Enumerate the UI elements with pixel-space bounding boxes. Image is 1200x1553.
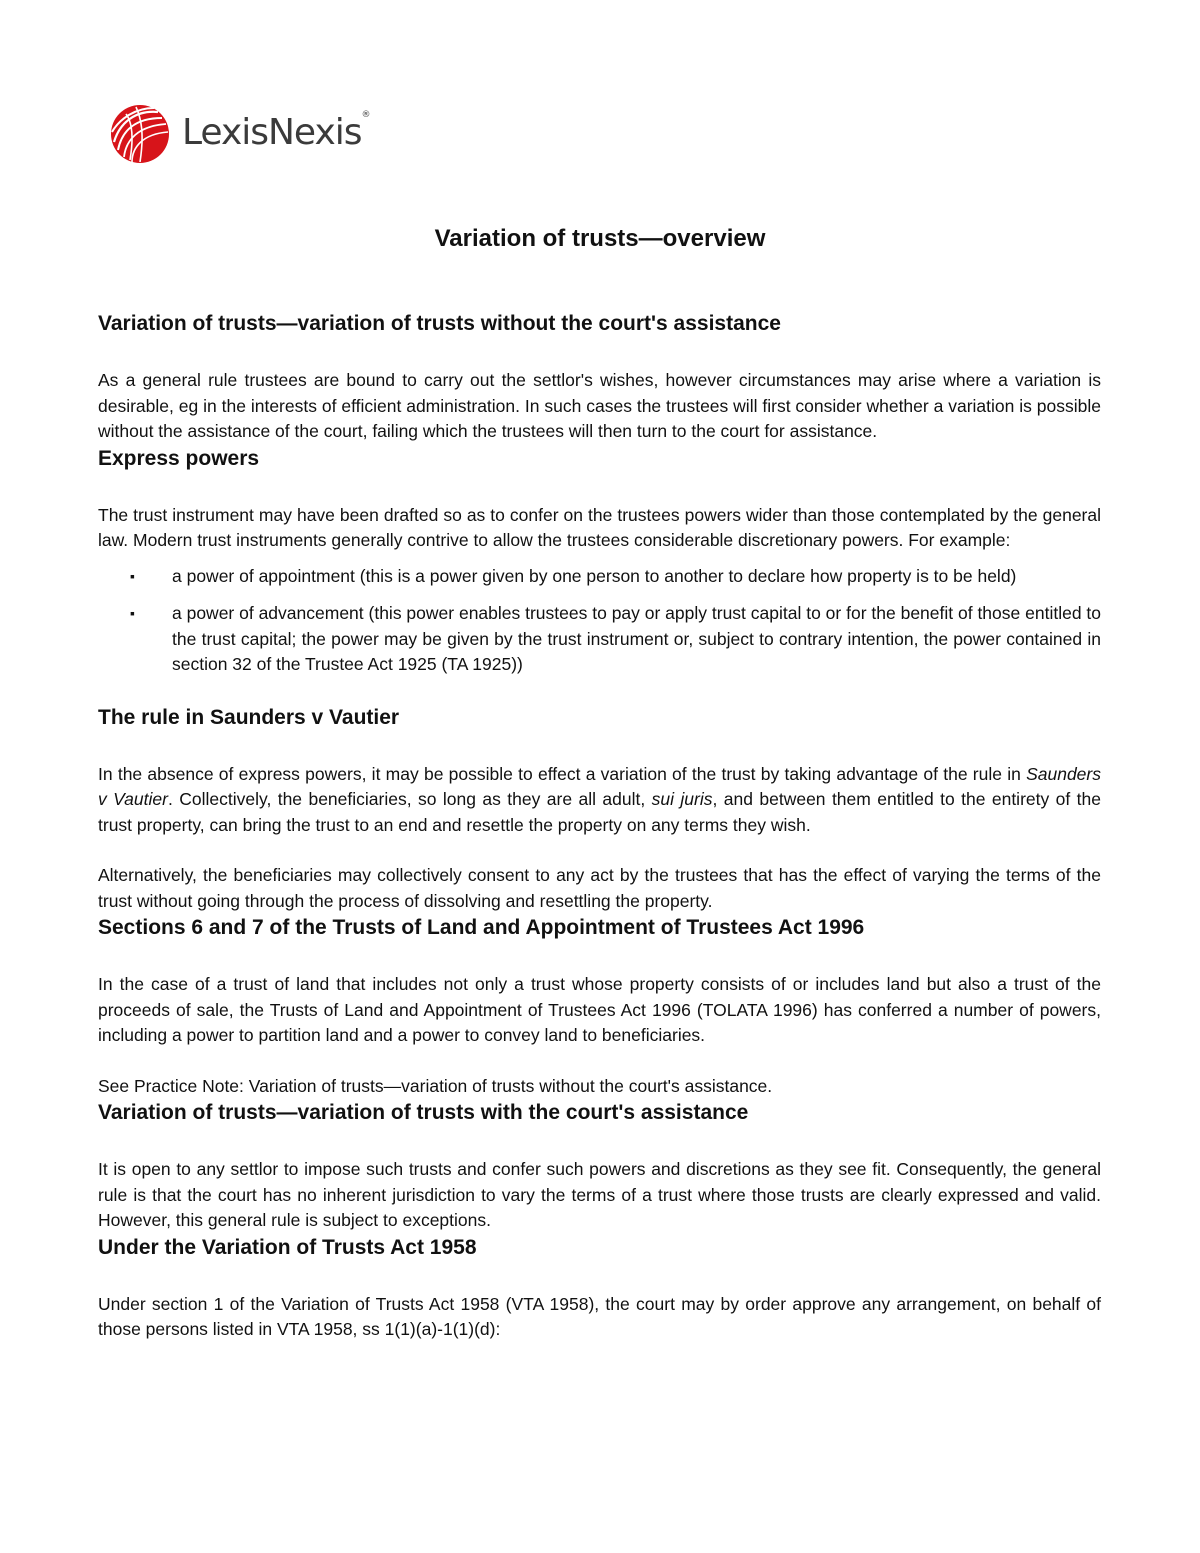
list-item: ▪ a power of appointment (this is a power given by one person to another to declare how property is to be held) [98, 564, 1101, 590]
latin-term: sui juris [651, 789, 713, 809]
paragraph: In the absence of express powers, it may be possible to effect a variation of the trust by taking advantage of the rule in Saunders v Vautier. Collectively, the beneficiaries, so long as they are all adult, sui juris, and between them entitled to the entirety of the trust property, can bring the trust to an end and resettle the property on any terms they wish. [98, 763, 1101, 835]
paragraph: Alternatively, the beneficiaries may collectively consent to any act by the trustees that has the effect of varying the terms of the trust without going through the process of dissolving and resettling the property. [98, 865, 1101, 911]
case-name: Saunders v Vautier [98, 763, 1101, 809]
bullet-list [98, 564, 1101, 678]
section-heading: Variation of trusts—variation of trusts with the court's assistance [98, 1101, 749, 1124]
page-title: Variation of trusts—overview [434, 225, 766, 252]
bullet-icon: ▪ [130, 567, 135, 584]
section-heading: Sections 6 and 7 of the Trusts of Land and Appointment of Trustees Act 1996 [98, 916, 865, 939]
brand-name: LexisNexis® [182, 109, 371, 153]
section-heading: The rule in Saunders v Vautier [98, 705, 400, 729]
bullet-icon: ▪ [130, 605, 135, 621]
paragraph: In the case of a trust of land that includes not only a trust whose property consists of or includes land but also a trust of the proceeds of sale, the Trusts of Land and Appointment of Trustees Act 1996 (TOLATA 1996) has conferred a number of powers, including a power to partition land and a power to convey land to beneficiaries. [98, 974, 1101, 1045]
document-body [98, 310, 1101, 1343]
lexisnexis-logo [106, 102, 371, 166]
practice-note-reference: See Practice Note: Variation of trusts—variation of trusts without the court's assistance. [98, 1075, 773, 1096]
section-heading: Variation of trusts—variation of trusts without the court's assistance [98, 312, 781, 335]
paragraph: It is open to any settlor to impose such trusts and confer such powers and discretions as they see fit. Consequently, the general rule is that the court has no inherent jurisdiction to vary the terms of a trust where those trusts are clearly expressed and valid. However, this general rule is subject to exceptions. [98, 1159, 1101, 1230]
paragraph: The trust instrument may have been drafted so as to confer on the trustees powers wider than those contemplated by the general law. Modern trust instruments generally contrive to allow the trustees considerable discretionary powers. For example: [98, 504, 1101, 550]
paragraph: As a general rule trustees are bound to carry out the settlor's wishes, however circumstances may arise where a variation is desirable, eg in the interests of efficient administration. In such cases the trustees will first consider whether a variation is possible without the assistance of the court, failing which the trustees will then turn to the court for assistance. [98, 370, 1101, 441]
section-heading: Under the Variation of Trusts Act 1958 [98, 1235, 477, 1259]
section-heading: Express powers [98, 446, 260, 470]
lexisnexis-globe-icon [106, 102, 170, 166]
list-item: ▪ a power of advancement (this power enables trustees to pay or apply trust capital to or for the benefit of those entitled to the trust capital; the power may be given by the trust instrument or, subject to contrary intention, the power contained in section 32 of the Trustee Act 1925 (TA 1925)) [130, 603, 1102, 674]
paragraph: Under section 1 of the Variation of Trusts Act 1958 (VTA 1958), the court may by order approve any arrangement, on behalf of those persons listed in VTA 1958, ss 1(1)(a)-1(1)(d): [98, 1293, 1101, 1339]
